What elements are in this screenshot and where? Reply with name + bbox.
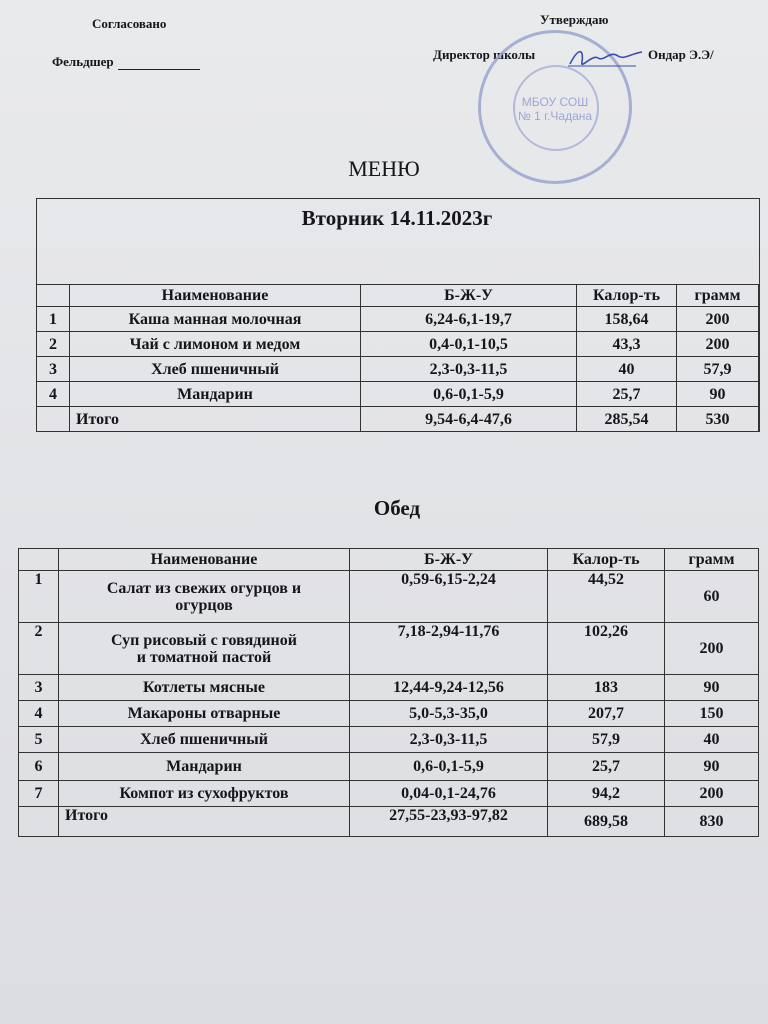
total-label: Итого [70, 407, 361, 432]
lunch-col-kcal: Калор-ть [548, 549, 665, 571]
dish-kcal: 102,26 [548, 623, 665, 675]
lunch-title: Обед [373, 496, 421, 520]
breakfast-header-row [37, 285, 759, 307]
dish-gram: 200 [677, 332, 759, 357]
dish-kcal: 57,9 [548, 727, 665, 753]
agreed-label: Согласовано [92, 16, 167, 31]
dish-gram: 90 [677, 382, 759, 407]
breakfast-col-kcal: Калор-ть [577, 285, 677, 307]
director-name: Ондар Э.Э/ [648, 47, 714, 62]
approve-label: Утверждаю [540, 12, 609, 27]
row-number: 4 [19, 701, 59, 727]
stamp-text: МБОУ СОШ № 1 г.Чадана [517, 95, 593, 123]
table-row [37, 332, 759, 357]
total-gram: 530 [677, 407, 759, 432]
dish-bju: 7,18-2,94-11,76 [350, 623, 548, 675]
row-number: 2 [19, 623, 59, 675]
dish-gram: 90 [665, 675, 759, 701]
dish-name [59, 571, 350, 623]
breakfast-col-num [37, 285, 70, 307]
breakfast-col-name: Наименование [70, 285, 361, 307]
dish-gram: 40 [665, 727, 759, 753]
row-number: 3 [19, 675, 59, 701]
total-bju: 27,55-23,93-97,82 [350, 807, 548, 837]
dish-bju: 2,3-0,3-11,5 [361, 357, 577, 382]
dish-bju: 12,44-9,24-12,56 [350, 675, 548, 701]
dish-bju: 6,24-6,1-19,7 [361, 307, 577, 332]
breakfast-title: Вторник 14.11.2023г [301, 206, 493, 230]
dish-name: Хлеб пшеничный [70, 357, 361, 382]
dish-gram: 200 [677, 307, 759, 332]
dish-bju: 0,04-0,1-24,76 [350, 781, 548, 807]
breakfast-col-bju: Б-Ж-У [361, 285, 577, 307]
table-row [37, 357, 759, 382]
dish-kcal: 158,64 [577, 307, 677, 332]
dish-name: Компот из сухофруктов [59, 781, 350, 807]
dish-bju: 0,6-0,1-5,9 [361, 382, 577, 407]
row-number: 3 [37, 357, 70, 382]
dish-kcal: 207,7 [548, 701, 665, 727]
table-row [19, 753, 759, 781]
lunch-table [18, 548, 759, 837]
dish-name-line2: огурцов [175, 596, 233, 614]
row-number: 1 [37, 307, 70, 332]
breakfast-table [36, 284, 759, 432]
total-empty [19, 807, 59, 837]
lunch-col-num [19, 549, 59, 571]
table-row [19, 571, 759, 623]
row-number: 2 [37, 332, 70, 357]
table-row [37, 307, 759, 332]
row-number: 7 [19, 781, 59, 807]
medic-signature-blank [118, 69, 200, 70]
dish-kcal: 40 [577, 357, 677, 382]
table-row [37, 382, 759, 407]
lunch-col-gram: грамм [665, 549, 759, 571]
table-row [19, 727, 759, 753]
row-number: 6 [19, 753, 59, 781]
dish-name: Чай с лимоном и медом [70, 332, 361, 357]
dish-kcal: 25,7 [577, 382, 677, 407]
total-empty [37, 407, 70, 432]
table-row [19, 675, 759, 701]
dish-name-line1: Суп рисовый с говядиной [111, 631, 297, 649]
dish-name: Мандарин [59, 753, 350, 781]
dish-bju: 5,0-5,3-35,0 [350, 701, 548, 727]
dish-name: Хлеб пшеничный [59, 727, 350, 753]
dish-gram: 200 [665, 623, 759, 675]
lunch-col-name: Наименование [59, 549, 350, 571]
dish-gram: 150 [665, 701, 759, 727]
total-row [19, 807, 759, 837]
dish-kcal: 25,7 [548, 753, 665, 781]
total-label: Итого [59, 807, 350, 837]
dish-name-line2: и томатной пастой [136, 648, 272, 666]
dish-name: Макароны отварные [59, 701, 350, 727]
dish-bju: 0,59-6,15-2,24 [350, 571, 548, 623]
dish-name: Котлеты мясные [59, 675, 350, 701]
director-signature-icon [566, 44, 646, 72]
total-gram: 830 [665, 807, 759, 837]
dish-gram: 90 [665, 753, 759, 781]
lunch-header-row [19, 549, 759, 571]
row-number: 1 [19, 571, 59, 623]
total-bju: 9,54-6,4-47,6 [361, 407, 577, 432]
table-row [19, 701, 759, 727]
dish-kcal: 183 [548, 675, 665, 701]
row-number: 5 [19, 727, 59, 753]
breakfast-col-gram: грамм [677, 285, 759, 307]
total-row [37, 407, 759, 432]
lunch-col-bju: Б-Ж-У [350, 549, 548, 571]
dish-bju: 0,4-0,1-10,5 [361, 332, 577, 357]
dish-kcal: 94,2 [548, 781, 665, 807]
table-row [19, 781, 759, 807]
dish-gram: 200 [665, 781, 759, 807]
total-kcal: 285,54 [577, 407, 677, 432]
medic-line [52, 54, 200, 70]
dish-name: Мандарин [70, 382, 361, 407]
dish-bju: 0,6-0,1-5,9 [350, 753, 548, 781]
dish-bju: 2,3-0,3-11,5 [350, 727, 548, 753]
dish-name: Каша манная молочная [70, 307, 361, 332]
dish-gram: 60 [665, 571, 759, 623]
table-row [19, 623, 759, 675]
dish-gram: 57,9 [677, 357, 759, 382]
page-title: МЕНЮ [348, 156, 420, 181]
dish-kcal: 43,3 [577, 332, 677, 357]
medic-label: Фельдшер [52, 54, 114, 69]
dish-name-line1: Салат из свежих огурцов и [106, 579, 302, 597]
total-kcal: 689,58 [548, 807, 665, 837]
dish-kcal: 44,52 [548, 571, 665, 623]
row-number: 4 [37, 382, 70, 407]
director-label: Директор школы [433, 47, 536, 62]
dish-name [59, 623, 350, 675]
